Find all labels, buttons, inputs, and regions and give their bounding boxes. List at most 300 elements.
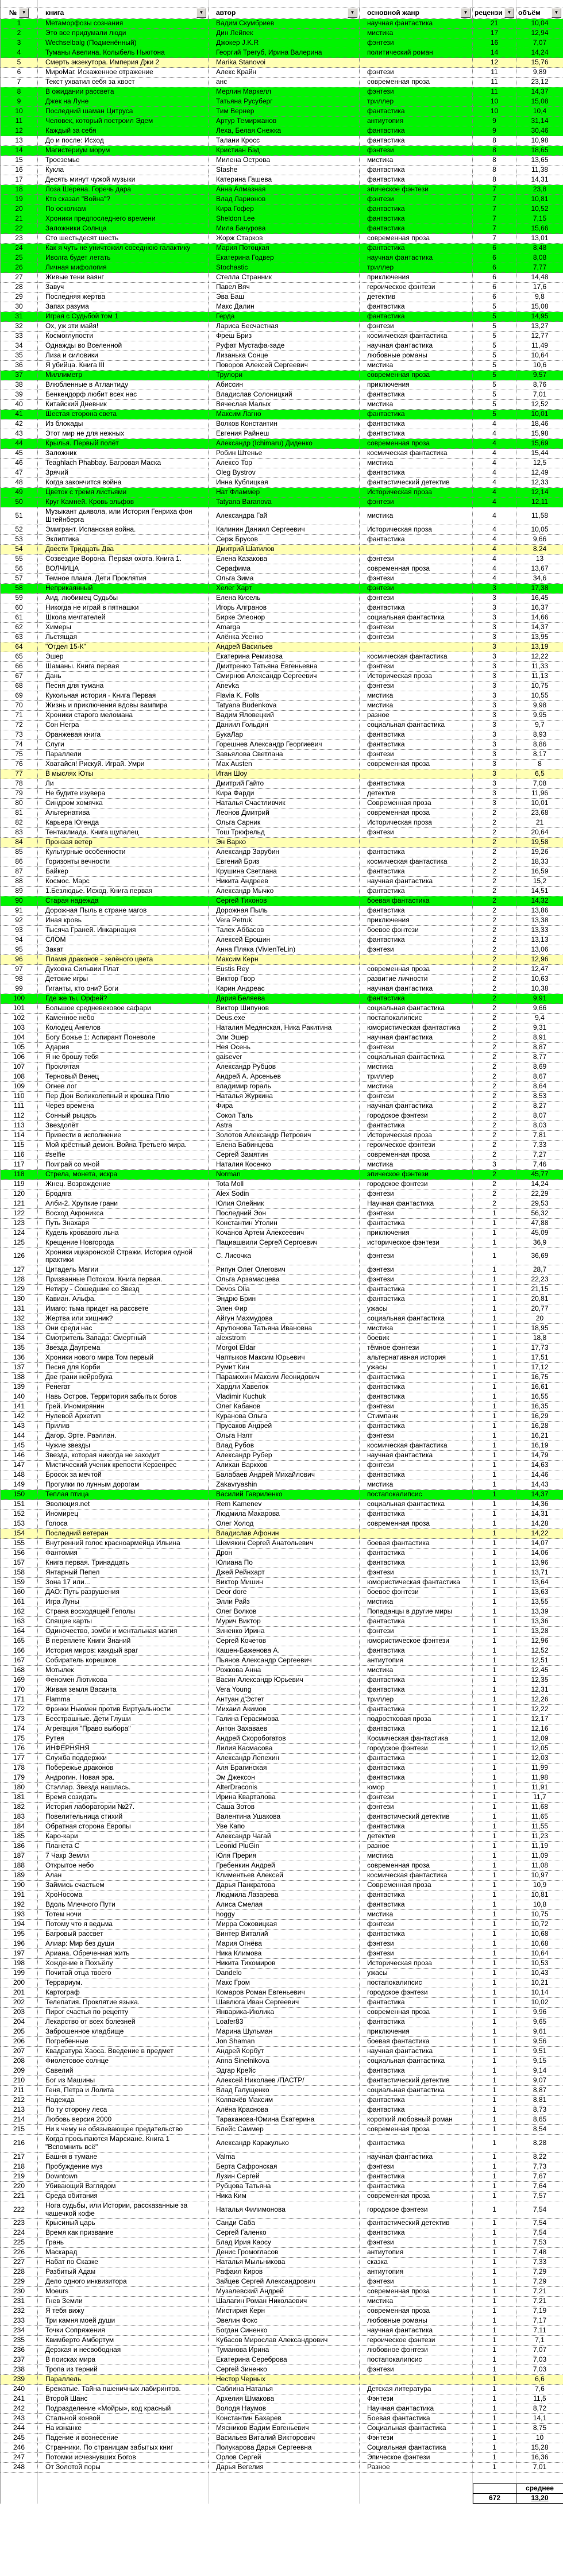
reviews-cell[interactable]: 1 <box>473 1607 516 1617</box>
author-cell[interactable]: Трулори <box>209 371 360 380</box>
volume-cell[interactable]: 7,29 <box>516 2277 563 2287</box>
reviews-cell[interactable]: 1 <box>473 1343 516 1353</box>
book-title-cell[interactable]: Двести Тридцать Два <box>38 545 209 555</box>
book-title-cell[interactable]: Джек на Луне <box>38 97 209 107</box>
row-number-cell[interactable]: 52 <box>1 525 38 535</box>
reviews-cell[interactable]: 4 <box>473 564 516 574</box>
genre-cell[interactable]: современная проза <box>360 234 473 244</box>
genre-cell[interactable]: фантастика <box>360 1549 473 1558</box>
row-number-cell[interactable]: 19 <box>1 195 38 205</box>
genre-cell[interactable]: фантастика <box>360 1392 473 1402</box>
volume-cell[interactable]: 9,31 <box>516 1023 563 1033</box>
genre-cell[interactable]: фантастика <box>360 175 473 185</box>
volume-cell[interactable]: 14,37 <box>516 87 563 97</box>
author-cell[interactable]: Джей Рейнхарт <box>209 1568 360 1578</box>
row-number-cell[interactable]: 158 <box>1 1568 38 1578</box>
genre-cell[interactable]: мистика <box>360 400 473 410</box>
volume-cell[interactable]: 11,09 <box>516 1851 563 1861</box>
volume-cell[interactable]: 18,33 <box>516 857 563 867</box>
row-number-cell[interactable]: 220 <box>1 2182 38 2192</box>
book-title-cell[interactable]: Нулевой Архетип <box>38 1412 209 1422</box>
row-number-cell[interactable]: 189 <box>1 1871 38 1881</box>
volume-cell[interactable]: 15,98 <box>516 429 563 439</box>
row-number-cell[interactable]: 25 <box>1 253 38 263</box>
reviews-cell[interactable]: 1 <box>473 2153 516 2162</box>
author-cell[interactable]: Чаптыков Максим Юрьевич <box>209 1353 360 1363</box>
volume-cell[interactable]: 16,36 <box>516 2453 563 2463</box>
row-number-cell[interactable]: 147 <box>1 1461 38 1470</box>
volume-cell[interactable]: 9,91 <box>516 994 563 1004</box>
author-cell[interactable]: Рожкова Анна <box>209 1666 360 1676</box>
author-cell[interactable]: Vera Petruk <box>209 916 360 926</box>
volume-cell[interactable]: 15,08 <box>516 302 563 312</box>
book-title-cell[interactable]: Хватайся! Рискуй. Играй. Умри <box>38 760 209 769</box>
genre-cell[interactable]: короткий любовный роман <box>360 2115 473 2125</box>
row-number-cell[interactable]: 146 <box>1 1451 38 1461</box>
genre-cell[interactable]: Космическая фантастика <box>360 1734 473 1744</box>
row-number-cell[interactable]: 140 <box>1 1392 38 1402</box>
reviews-cell[interactable]: 1 <box>473 1265 516 1275</box>
book-title-cell[interactable]: Смерть экзекутора. Империя Джи 2 <box>38 58 209 68</box>
row-number-cell[interactable]: 119 <box>1 1180 38 1189</box>
book-title-cell[interactable]: Лоза Шерена. Горечь дара <box>38 185 209 195</box>
volume-cell[interactable]: 10,01 <box>516 410 563 419</box>
volume-cell[interactable]: 8,75 <box>516 2424 563 2433</box>
book-title-cell[interactable]: Созвездие Ворона. Первая охота. Книга 1. <box>38 555 209 564</box>
row-number-cell[interactable]: 1 <box>1 19 38 29</box>
reviews-cell[interactable]: 3 <box>473 789 516 799</box>
row-number-cell[interactable]: 116 <box>1 1150 38 1160</box>
volume-cell[interactable]: 20 <box>516 1314 563 1324</box>
volume-cell[interactable]: 12,49 <box>516 468 563 478</box>
author-cell[interactable]: Алиса Смелая <box>209 1900 360 1910</box>
row-number-cell[interactable]: 112 <box>1 1111 38 1121</box>
genre-cell[interactable]: фэнтези <box>360 1803 473 1812</box>
author-cell[interactable]: Последний Эон <box>209 1209 360 1219</box>
volume-cell[interactable]: 20,64 <box>516 828 563 838</box>
genre-cell[interactable]: фантастика <box>360 107 473 117</box>
volume-cell[interactable]: 14,24 <box>516 48 563 58</box>
book-title-cell[interactable]: Ли <box>38 779 209 789</box>
volume-cell[interactable]: 10 <box>516 2433 563 2443</box>
row-number-cell[interactable]: 226 <box>1 2248 38 2258</box>
genre-cell[interactable]: современная проза <box>360 965 473 975</box>
volume-cell[interactable]: 16,28 <box>516 1422 563 1431</box>
author-cell[interactable]: Андрей Корбут <box>209 2047 360 2057</box>
book-title-cell[interactable]: Однажды во Вселенной <box>38 341 209 351</box>
volume-cell[interactable]: 16,35 <box>516 1402 563 1412</box>
volume-cell[interactable]: 7,01 <box>516 390 563 400</box>
author-cell[interactable]: Дмитренко Татьяна Евгеньевна <box>209 662 360 672</box>
volume-cell[interactable]: 14,22 <box>516 1529 563 1539</box>
genre-cell[interactable]: фантастика <box>360 1930 473 1939</box>
author-cell[interactable]: Володя Наумов <box>209 2404 360 2414</box>
author-cell[interactable]: Крушина Светлана <box>209 867 360 877</box>
reviews-cell[interactable]: 4 <box>473 478 516 488</box>
book-title-cell[interactable]: Эклиптика <box>38 535 209 545</box>
author-cell[interactable]: Сергей Замятин <box>209 1150 360 1160</box>
volume-cell[interactable]: 7,33 <box>516 2258 563 2267</box>
book-title-cell[interactable]: Призванные Потоком. Книга первая. <box>38 1275 209 1285</box>
genre-cell[interactable]: юмористическая фантастика <box>360 1578 473 1588</box>
book-title-cell[interactable]: Downtown <box>38 2172 209 2182</box>
author-cell[interactable]: Дмитрий Шатилов <box>209 545 360 555</box>
reviews-cell[interactable]: 2 <box>473 916 516 926</box>
genre-cell[interactable]: мистика <box>360 1597 473 1607</box>
author-cell[interactable]: Поворов Алексей Сергеевич <box>209 361 360 371</box>
row-number-cell[interactable]: 247 <box>1 2453 38 2463</box>
genre-cell[interactable]: фантастика <box>360 165 473 175</box>
genre-cell[interactable]: Современная проза <box>360 1881 473 1890</box>
reviews-cell[interactable]: 1 <box>473 1803 516 1812</box>
reviews-cell[interactable]: 8 <box>473 175 516 185</box>
volume-cell[interactable]: 10,81 <box>516 1890 563 1900</box>
author-cell[interactable]: Наталья Журкина <box>209 1092 360 1102</box>
book-title-cell[interactable]: Внутренний голос красноармейца Ильина <box>38 1539 209 1549</box>
genre-cell[interactable]: социальная фантастика <box>360 613 473 623</box>
volume-cell[interactable]: 14,48 <box>516 273 563 283</box>
row-number-cell[interactable]: 214 <box>1 2115 38 2125</box>
volume-cell[interactable]: 15,76 <box>516 58 563 68</box>
author-cell[interactable]: Пациашвили Сергей Сергоевич <box>209 1238 360 1248</box>
book-title-cell[interactable]: Крысиный царь <box>38 2219 209 2228</box>
row-number-cell[interactable]: 86 <box>1 857 38 867</box>
genre-cell[interactable]: мистика <box>360 1851 473 1861</box>
reviews-cell[interactable]: 1 <box>473 2267 516 2277</box>
genre-cell[interactable]: героическое фэнтези <box>360 283 473 292</box>
row-number-cell[interactable]: 8 <box>1 87 38 97</box>
book-title-cell[interactable]: Падение и вознесение <box>38 2433 209 2443</box>
footer-blank-cell[interactable] <box>209 2483 360 2493</box>
author-cell[interactable]: Елена Кисель <box>209 594 360 603</box>
genre-cell[interactable]: приключения <box>360 2027 473 2037</box>
author-cell[interactable]: Max Austen <box>209 760 360 769</box>
volume-cell[interactable]: 8,86 <box>516 740 563 750</box>
reviews-cell[interactable]: 1 <box>473 2125 516 2135</box>
genre-cell[interactable]: фантастика <box>360 1373 473 1383</box>
genre-cell[interactable]: фэнтези <box>360 574 473 584</box>
author-cell[interactable]: Евгения Райнеш <box>209 429 360 439</box>
row-number-cell[interactable]: 99 <box>1 984 38 994</box>
genre-cell[interactable]: фантастика <box>360 1763 473 1773</box>
genre-cell[interactable]: фэнтези <box>360 2277 473 2287</box>
reviews-cell[interactable]: 1 <box>473 1229 516 1238</box>
row-number-cell[interactable]: 82 <box>1 818 38 828</box>
row-number-cell[interactable]: 107 <box>1 1062 38 1072</box>
volume-cell[interactable]: 10,8 <box>516 1900 563 1910</box>
book-title-cell[interactable]: Я убийца. Книга III <box>38 361 209 371</box>
author-cell[interactable]: Блад Ирия Каосу <box>209 2238 360 2248</box>
author-cell[interactable]: Шемякин Сергей Анатольевич <box>209 1539 360 1549</box>
book-title-cell[interactable]: Погребенные <box>38 2037 209 2047</box>
reviews-cell[interactable]: 2 <box>473 818 516 828</box>
row-number-cell[interactable]: 31 <box>1 312 38 322</box>
reviews-cell[interactable]: 6 <box>473 273 516 283</box>
row-number-cell[interactable]: 155 <box>1 1539 38 1549</box>
row-number-cell[interactable]: 57 <box>1 574 38 584</box>
row-number-cell[interactable]: 20 <box>1 205 38 214</box>
reviews-cell[interactable]: 7 <box>473 224 516 234</box>
volume-cell[interactable]: 13,55 <box>516 1597 563 1607</box>
book-title-cell[interactable]: Они среди нас <box>38 1324 209 1334</box>
empty-cell[interactable] <box>473 0 516 7</box>
genre-cell[interactable]: фэнтези <box>360 1949 473 1959</box>
book-title-cell[interactable]: Иномирец <box>38 1510 209 1519</box>
genre-cell[interactable]: ужасы <box>360 1969 473 1978</box>
row-number-cell[interactable]: 46 <box>1 459 38 468</box>
row-number-cell[interactable]: 135 <box>1 1343 38 1353</box>
row-number-cell[interactable]: 145 <box>1 1441 38 1451</box>
volume-cell[interactable]: 11,65 <box>516 1812 563 1822</box>
row-number-cell[interactable]: 120 <box>1 1189 38 1199</box>
book-title-cell[interactable]: ИНФЕРНЯНЯ <box>38 1744 209 1754</box>
genre-cell[interactable]: фантастический детектив <box>360 478 473 488</box>
reviews-cell[interactable]: 3 <box>473 652 516 662</box>
row-number-cell[interactable]: 161 <box>1 1597 38 1607</box>
author-cell[interactable]: Алексо Тор <box>209 459 360 468</box>
reviews-cell[interactable]: 2 <box>473 1043 516 1053</box>
reviews-cell[interactable]: 1 <box>473 2453 516 2463</box>
volume-cell[interactable]: 11,68 <box>516 1803 563 1812</box>
row-number-cell[interactable]: 11 <box>1 117 38 126</box>
reviews-cell[interactable]: 3 <box>473 769 516 779</box>
book-title-cell[interactable]: От Золотой поры <box>38 2463 209 2473</box>
reviews-cell[interactable]: 7 <box>473 214 516 224</box>
reviews-cell[interactable]: 1 <box>473 2027 516 2037</box>
reviews-cell[interactable]: 1 <box>473 2066 516 2076</box>
author-cell[interactable]: Антон Захаваев <box>209 1724 360 1734</box>
author-cell[interactable]: Артур Темиржанов <box>209 117 360 126</box>
volume-cell[interactable]: 10,52 <box>516 205 563 214</box>
genre-cell[interactable]: космическая фантастика <box>360 1871 473 1881</box>
volume-cell[interactable]: 12,22 <box>516 1705 563 1715</box>
volume-cell[interactable]: 12,22 <box>516 652 563 662</box>
author-cell[interactable]: Наталья Мыльникова <box>209 2258 360 2267</box>
genre-cell[interactable]: юмористическая фантастика <box>360 1023 473 1033</box>
row-number-cell[interactable]: 118 <box>1 1170 38 1180</box>
book-title-cell[interactable]: Звезда Даугрема <box>38 1343 209 1353</box>
empty-cell[interactable] <box>1 0 38 7</box>
volume-cell[interactable]: 11,98 <box>516 1773 563 1783</box>
row-number-cell[interactable]: 172 <box>1 1705 38 1715</box>
row-number-cell[interactable]: 27 <box>1 273 38 283</box>
reviews-cell[interactable]: 5 <box>473 361 516 371</box>
empty-cell[interactable] <box>209 2473 360 2483</box>
reviews-cell[interactable]: 11 <box>473 87 516 97</box>
reviews-cell[interactable]: 1 <box>473 1763 516 1773</box>
reviews-cell[interactable]: 1 <box>473 1998 516 2008</box>
reviews-cell[interactable]: 3 <box>473 681 516 691</box>
reviews-cell[interactable]: 1 <box>473 1734 516 1744</box>
book-title-cell[interactable]: Телепатия. Проклятие языка. <box>38 1998 209 2008</box>
reviews-cell[interactable]: 10 <box>473 97 516 107</box>
volume-cell[interactable]: 8,64 <box>516 1082 563 1092</box>
book-title-cell[interactable]: Огнев лог <box>38 1082 209 1092</box>
author-cell[interactable]: Валентина Ушакова <box>209 1812 360 1822</box>
reviews-cell[interactable]: 1 <box>473 2433 516 2443</box>
genre-cell[interactable] <box>360 769 473 779</box>
row-number-cell[interactable]: 89 <box>1 887 38 896</box>
row-number-cell[interactable]: 10 <box>1 107 38 117</box>
volume-cell[interactable]: 14,46 <box>516 1470 563 1480</box>
row-number-cell[interactable]: 30 <box>1 302 38 312</box>
reviews-cell[interactable]: 7 <box>473 205 516 214</box>
row-number-cell[interactable]: 128 <box>1 1275 38 1285</box>
genre-cell[interactable] <box>360 1529 473 1539</box>
author-cell[interactable]: Дорожная Пыль <box>209 906 360 916</box>
reviews-cell[interactable]: 5 <box>473 302 516 312</box>
genre-cell[interactable]: фантастика <box>360 1295 473 1304</box>
reviews-cell[interactable]: 1 <box>473 2443 516 2453</box>
reviews-cell[interactable]: 11 <box>473 78 516 87</box>
reviews-cell[interactable]: 1 <box>473 1353 516 1363</box>
volume-cell[interactable]: 16,59 <box>516 867 563 877</box>
reviews-cell[interactable]: 2 <box>473 1082 516 1092</box>
row-number-cell[interactable]: 94 <box>1 935 38 945</box>
row-number-cell[interactable]: 14 <box>1 146 38 156</box>
genre-cell[interactable]: боевая фантастика <box>360 896 473 906</box>
row-number-cell[interactable]: 4 <box>1 48 38 58</box>
reviews-cell[interactable]: 1 <box>473 1695 516 1705</box>
reviews-cell[interactable]: 2 <box>473 877 516 887</box>
book-title-cell[interactable]: Эмигрант. Испанская война. <box>38 525 209 535</box>
author-cell[interactable]: Андрей Скоробогатов <box>209 1734 360 1744</box>
volume-cell[interactable]: 20,81 <box>516 1295 563 1304</box>
volume-cell[interactable]: 36,9 <box>516 1238 563 1248</box>
author-cell[interactable]: Зайцев Сергей Александрович <box>209 2277 360 2287</box>
genre-cell[interactable]: фантастика <box>360 244 473 253</box>
reviews-cell[interactable]: 5 <box>473 332 516 341</box>
book-title-cell[interactable]: Пронзая ветер <box>38 838 209 848</box>
volume-cell[interactable]: 12,45 <box>516 1666 563 1676</box>
book-title-cell[interactable]: Человек, который построил Эдем <box>38 117 209 126</box>
volume-cell[interactable]: 13,67 <box>516 564 563 574</box>
book-title-cell[interactable]: Аид, любимец Судьбы <box>38 594 209 603</box>
genre-cell[interactable]: фантастика <box>360 1470 473 1480</box>
genre-cell[interactable] <box>360 838 473 848</box>
row-number-cell[interactable]: 95 <box>1 945 38 955</box>
reviews-cell[interactable]: 1 <box>473 1744 516 1754</box>
reviews-cell[interactable]: 5 <box>473 322 516 332</box>
author-cell[interactable]: Винтер Виталий <box>209 1930 360 1939</box>
author-cell[interactable]: Влад Рубов <box>209 1441 360 1451</box>
genre-cell[interactable]: научная фантастика <box>360 19 473 29</box>
reviews-cell[interactable]: 2 <box>473 1033 516 1043</box>
genre-cell[interactable]: городское фэнтези <box>360 1744 473 1754</box>
reviews-cell[interactable]: 1 <box>473 2316 516 2326</box>
genre-cell[interactable]: альтернативная история <box>360 1353 473 1363</box>
reviews-cell[interactable]: 1 <box>473 1930 516 1939</box>
reviews-cell[interactable]: 14 <box>473 48 516 58</box>
genre-cell[interactable]: фэнтези <box>360 633 473 642</box>
row-number-cell[interactable]: 53 <box>1 535 38 545</box>
volume-cell[interactable]: 8,54 <box>516 2125 563 2135</box>
reviews-cell[interactable]: 1 <box>473 1637 516 1646</box>
volume-cell[interactable]: 12,31 <box>516 1685 563 1695</box>
author-cell[interactable]: Александр Рубер <box>209 1451 360 1461</box>
author-cell[interactable]: Дин Лейпек <box>209 29 360 38</box>
author-cell[interactable]: Екатерина Сереброва <box>209 2355 360 2365</box>
author-cell[interactable]: Вадим Яловецкий <box>209 711 360 721</box>
genre-cell[interactable]: научная фантастика <box>360 984 473 994</box>
reviews-cell[interactable]: 1 <box>473 1324 516 1334</box>
author-cell[interactable]: Серж Брусов <box>209 535 360 545</box>
book-title-cell[interactable]: Заложник <box>38 449 209 459</box>
volume-cell[interactable]: 12,33 <box>516 478 563 488</box>
volume-cell[interactable]: 11,08 <box>516 1861 563 1871</box>
author-cell[interactable]: Саша Зотов <box>209 1803 360 1812</box>
reviews-cell[interactable]: 1 <box>473 1959 516 1969</box>
genre-cell[interactable]: фэнтези <box>360 2238 473 2248</box>
volume-average-cell[interactable]: 13,20 <box>516 2493 563 2504</box>
reviews-cell[interactable]: 2 <box>473 1111 516 1121</box>
book-title-cell[interactable]: В ожидании рассвета <box>38 87 209 97</box>
reviews-cell[interactable]: 4 <box>473 488 516 498</box>
book-title-cell[interactable]: Альтернатива <box>38 808 209 818</box>
author-cell[interactable]: Алекс Крайн <box>209 68 360 78</box>
book-title-cell[interactable]: Одиночество, зомби и ментальная магия <box>38 1627 209 1637</box>
author-cell[interactable]: Алёнка Усенко <box>209 633 360 642</box>
author-cell[interactable]: Valma <box>209 2153 360 2162</box>
reviews-cell[interactable]: 3 <box>473 613 516 623</box>
reviews-cell[interactable]: 2 <box>473 848 516 857</box>
author-cell[interactable]: Ника Климова <box>209 1949 360 1959</box>
genre-cell[interactable]: политический роман <box>360 48 473 58</box>
book-title-cell[interactable]: Лиза и силовики <box>38 351 209 361</box>
footer-blank-cell[interactable] <box>473 2483 516 2493</box>
author-cell[interactable]: Бирке Элеонор <box>209 613 360 623</box>
volume-cell[interactable]: 21,15 <box>516 1285 563 1295</box>
author-cell[interactable]: Вадим Скумбриев <box>209 19 360 29</box>
reviews-cell[interactable]: 2 <box>473 1092 516 1102</box>
author-cell[interactable]: Фреш Бриз <box>209 332 360 341</box>
row-number-cell[interactable]: 101 <box>1 1004 38 1014</box>
row-number-cell[interactable]: 137 <box>1 1363 38 1373</box>
book-title-cell[interactable]: Каменное небо <box>38 1014 209 1023</box>
book-title-cell[interactable]: Космоглупости <box>38 332 209 341</box>
genre-cell[interactable]: подростковая проза <box>360 1715 473 1724</box>
row-number-cell[interactable]: 74 <box>1 740 38 750</box>
author-cell[interactable]: alexstrom <box>209 1334 360 1343</box>
genre-cell[interactable]: научная фантастика <box>360 2153 473 2162</box>
book-title-cell[interactable]: По ту сторону леса <box>38 2105 209 2115</box>
reviews-cell[interactable]: 1 <box>473 1500 516 1510</box>
reviews-cell[interactable]: 1 <box>473 2277 516 2287</box>
volume-cell[interactable]: 47,88 <box>516 1219 563 1229</box>
volume-cell[interactable]: 11,7 <box>516 1793 563 1803</box>
author-cell[interactable]: Завьялова Светлана <box>209 750 360 760</box>
reviews-cell[interactable]: 2 <box>473 1072 516 1082</box>
row-number-cell[interactable]: 61 <box>1 613 38 623</box>
row-number-cell[interactable]: 45 <box>1 449 38 459</box>
reviews-cell[interactable]: 4 <box>473 545 516 555</box>
volume-cell[interactable]: 12,35 <box>516 1676 563 1685</box>
book-title-cell[interactable]: Ариана. Обреченная жить <box>38 1949 209 1959</box>
footer-blank-cell[interactable] <box>360 2493 473 2504</box>
genre-cell[interactable]: Социальная фантастика <box>360 2424 473 2433</box>
row-number-cell[interactable]: 13 <box>1 136 38 146</box>
author-cell[interactable]: Колпачёв Максим <box>209 2096 360 2105</box>
volume-cell[interactable]: 14,37 <box>516 1490 563 1500</box>
reviews-cell[interactable]: 5 <box>473 380 516 390</box>
row-number-cell[interactable]: 96 <box>1 955 38 965</box>
genre-cell[interactable]: фантастика <box>360 1646 473 1656</box>
genre-cell[interactable]: сказка <box>360 2258 473 2267</box>
volume-cell[interactable]: 15,2 <box>516 877 563 887</box>
volume-cell[interactable]: 13,71 <box>516 1568 563 1578</box>
genre-cell[interactable]: фэнтези <box>360 1265 473 1275</box>
volume-cell[interactable]: 8,81 <box>516 2096 563 2105</box>
